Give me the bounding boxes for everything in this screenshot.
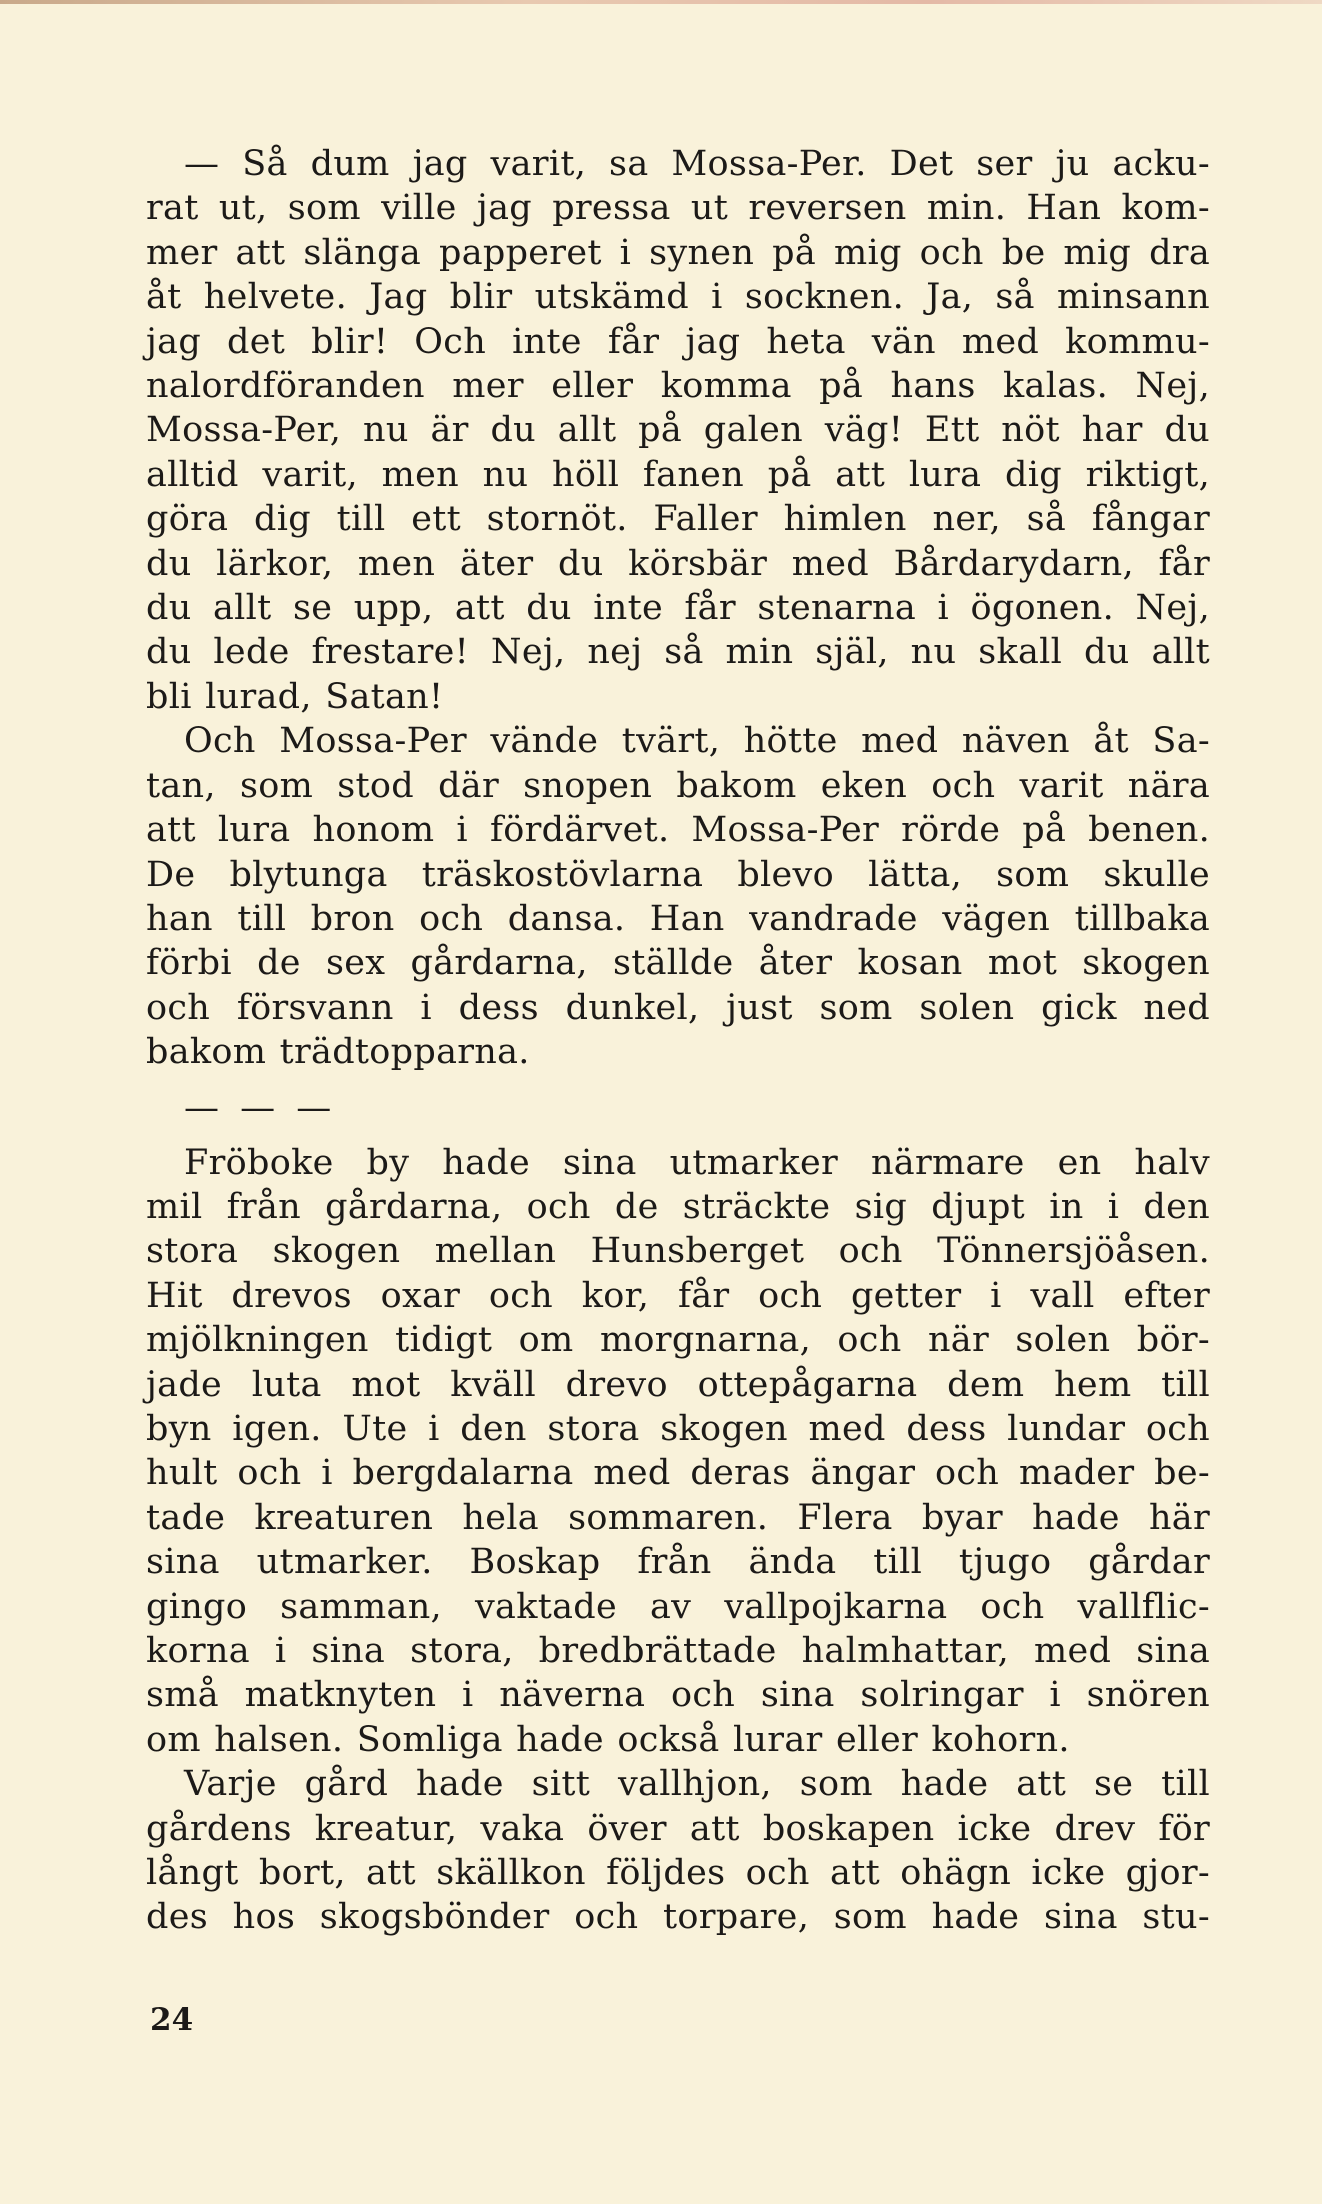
text-line: åt helvete. Jag blir utskämd i socknen. Ja, så minsann: [146, 277, 1210, 318]
text-line: gingo samman, vaktade av vallpojkarna och vallflic-: [146, 1586, 1210, 1627]
text-line: nalordföranden mer eller komma på hans kalas. Nej,: [146, 366, 1210, 407]
paragraph-1: [146, 142, 1210, 719]
text-line: gårdens kreatur, vaka över att boskapen icke drev för: [146, 1808, 1210, 1849]
text-line: korna i sina stora, bredbrättade halmhattar, med sina: [146, 1631, 1210, 1671]
text-line: du allt se upp, att du inte får stenarna i ögonen. Nej,: [146, 588, 1210, 629]
text-line: tan, som stod där snopen bakom eken och varit nära: [146, 765, 1210, 806]
text-line: hult och i bergdalarna med deras ängar och mader be-: [146, 1453, 1210, 1494]
text-line: mil från gårdarna, och de sträckte sig djupt in i den: [146, 1186, 1210, 1227]
text-line: och försvann i dess dunkel, just som solen gick ned: [146, 987, 1210, 1028]
text-line: bli lurad, Satan!: [146, 676, 444, 717]
text-line: långt bort, att skällkon följdes och att ohägn icke gjor-: [146, 1853, 1210, 1894]
text-line: Hit drevos oxar och kor, får och getter i vall efter: [146, 1275, 1210, 1316]
text-line: han till bron och dansa. Han vandrade vägen tillbaka: [146, 898, 1210, 939]
text-line: jade luta mot kväll drevo ottepågarna dem hem till: [146, 1364, 1210, 1405]
page-number: 24: [150, 2002, 194, 2038]
text-line: om halsen. Somliga hade också lurar eller kohorn.: [146, 1719, 1070, 1760]
text-line: mer att slänga papperet i synen på mig och be mig dra: [146, 232, 1210, 273]
text-line: byn igen. Ute i den stora skogen med dess lundar och: [146, 1408, 1210, 1449]
text-line: Mossa-Per, nu är du allt på galen väg! Ett nöt har du: [146, 410, 1210, 451]
text-line: tade kreaturen hela sommaren. Flera byar hade här: [146, 1497, 1210, 1538]
text-line: göra dig till ett stornöt. Faller himlen ner, så fångar: [146, 499, 1210, 540]
text-line: des hos skogsbönder och torpare, som hade sina stu-: [146, 1897, 1210, 1938]
text-line: rat ut, som ville jag pressa ut reversen min. Han kom-: [146, 188, 1210, 229]
paragraph-3: [146, 1141, 1210, 1763]
text-line: bakom trädtopparna.: [146, 1032, 530, 1073]
text-line: du lede frestare! Nej, nej så min själ, nu skall du allt: [146, 632, 1210, 673]
text-line: De blytunga träskostövlarna blevo lätta, som skulle: [146, 854, 1210, 895]
text-line: att lura honom i fördärvet. Mossa-Per rörde på benen.: [146, 810, 1210, 851]
page-top-edge: [0, 0, 1322, 4]
section-break: — — —: [184, 1087, 336, 1128]
text-line: — Så dum jag varit, sa Mossa-Per. Det ser ju acku-: [184, 144, 1210, 184]
text-line: mjölkningen tidigt om morgnarna, och när solen bör-: [146, 1320, 1210, 1361]
text-line: sina utmarker. Boskap från ända till tjugo gårdar: [146, 1542, 1210, 1583]
text-line: alltid varit, men nu höll fanen på att lura dig riktigt,: [146, 454, 1210, 495]
text-line: du lärkor, men äter du körsbär med Bårdarydarn, får: [146, 543, 1210, 584]
text-line: Varje gård hade sitt vallhjon, som hade att se till: [184, 1764, 1210, 1805]
text-line: förbi de sex gårdarna, ställde åter kosan mot skogen: [146, 943, 1210, 984]
body-text: [146, 142, 1210, 1940]
text-line: stora skogen mellan Hunsberget och Tönnersjöåsen.: [146, 1231, 1210, 1272]
text-line: Och Mossa-Per vände tvärt, hötte med näven åt Sa-: [184, 721, 1210, 762]
text-line: Fröboke by hade sina utmarker närmare en halv: [184, 1142, 1210, 1183]
paragraph-4: [146, 1762, 1210, 1940]
paragraph-2: [146, 719, 1210, 1074]
text-line: jag det blir! Och inte får jag heta vän med kommu-: [146, 321, 1210, 362]
text-line: små matknyten i näverna och sina solringar i snören: [146, 1675, 1210, 1716]
